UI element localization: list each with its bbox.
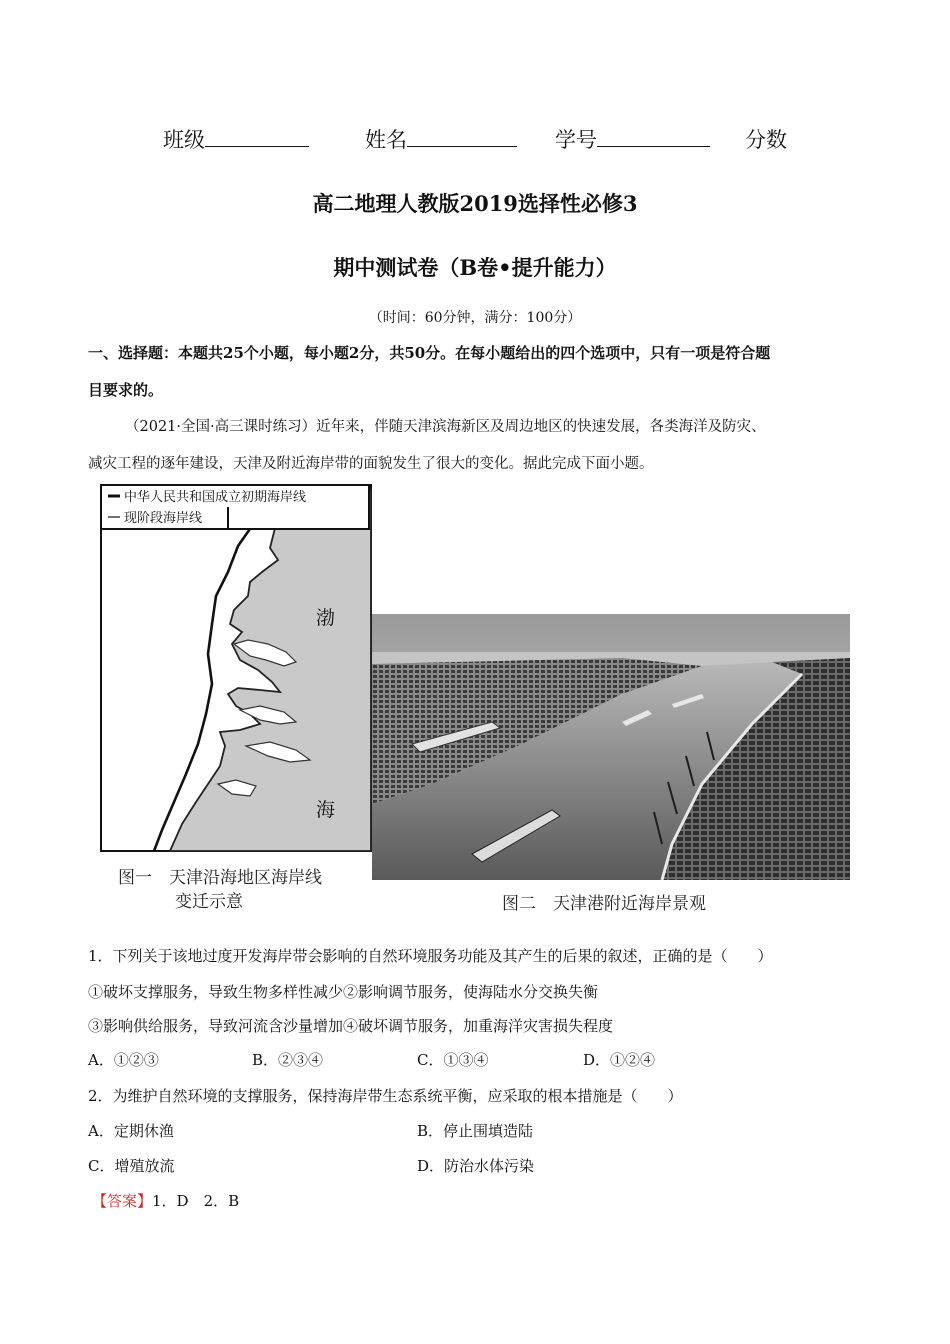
section-heading-line2: 目要求的。 [88,381,164,399]
port-photo [372,614,850,880]
figure1-caption-line2: 变迁示意 [175,892,243,912]
class-field [163,124,309,154]
score-label: 分数 [745,128,787,152]
id-blank [597,126,710,147]
question-1-option-b[interactable]: B．②③④ [252,1051,324,1069]
question-2-option-d[interactable]: D．防治水体污染 [417,1157,535,1175]
question-1-statement1: ①破坏支撑服务，导致生物多样性减少②影响调节服务，使海陆水分交换失衡 [88,983,599,1001]
legend-item-current-coastline: 现阶段海岸线 [124,511,203,526]
answer-text: 1．D 2．B [152,1192,240,1210]
question-1-options [0,1049,950,1073]
score-field [745,124,787,154]
answer-line [92,1190,239,1211]
title-line2: 期中测试卷（B卷•提升能力） [333,255,617,280]
question-1-stem: 1．下列关于该地过度开发海岸带会影响的自然环境服务功能及其产生的后果的叙述，正确的是（ ） [88,947,773,965]
name-field [365,124,517,154]
question-2-options-row2 [0,1155,950,1179]
port-photo-figure [372,614,850,880]
sea-label-bo: 渤 [316,607,336,629]
name-blank [407,126,517,147]
id-label: 学号 [555,128,597,152]
coastline-map-figure [100,484,372,852]
question-2-option-c[interactable]: C．增殖放流 [88,1157,175,1175]
legend-item-old-coastline: 中华人民共和国成立初期海岸线 [124,490,307,505]
section-heading-line1: 一、选择题：本题共25个小题，每小题2分，共50分。在每小题给出的四个选项中，只有一项是符合题 [88,344,771,362]
question-2-option-a[interactable]: A．定期休渔 [88,1122,174,1140]
question-1-option-c[interactable]: C．①③④ [417,1051,489,1069]
student-info-header [0,124,950,158]
question-2-option-b[interactable]: B．停止围填造陆 [417,1122,534,1140]
exam-info: （时间：60分钟，满分：100分） [368,310,582,326]
figure2-caption: 图二 天津港附近海岸景观 [502,894,706,914]
question-1-option-a[interactable]: A．①②③ [88,1051,159,1069]
class-blank [205,126,309,147]
coastline-map [100,484,372,852]
passage-line2: 减灾工程的逐年建设，天津及附近海岸带的面貌发生了很大的变化。据此完成下面小题。 [88,456,654,472]
name-label: 姓名 [365,128,407,152]
question-2-stem: 2．为维护自然环境的支撑服务，保持海岸带生态系统平衡，应采取的根本措施是（ ） [88,1087,683,1105]
answer-tag: 【答案】 [92,1192,153,1210]
question-1-option-d[interactable]: D．①②④ [583,1051,656,1069]
title-line1: 高二地理人教版2019选择性必修3 [312,191,638,216]
id-field [555,124,710,154]
question-2-options-row1 [0,1120,950,1144]
figure1-caption-line1: 图一 天津沿海地区海岸线 [118,868,322,888]
class-label: 班级 [163,128,205,152]
sea-label-hai: 海 [316,799,336,821]
question-1-statement2: ③影响供给服务，导致河流含沙量增加④破坏调节服务，加重海洋灾害损失程度 [88,1017,614,1035]
passage-line1: （2021·全国·高三课时练习）近年来，伴随天津滨海新区及周边地区的快速发展，各类海洋及防灾、 [125,419,766,435]
